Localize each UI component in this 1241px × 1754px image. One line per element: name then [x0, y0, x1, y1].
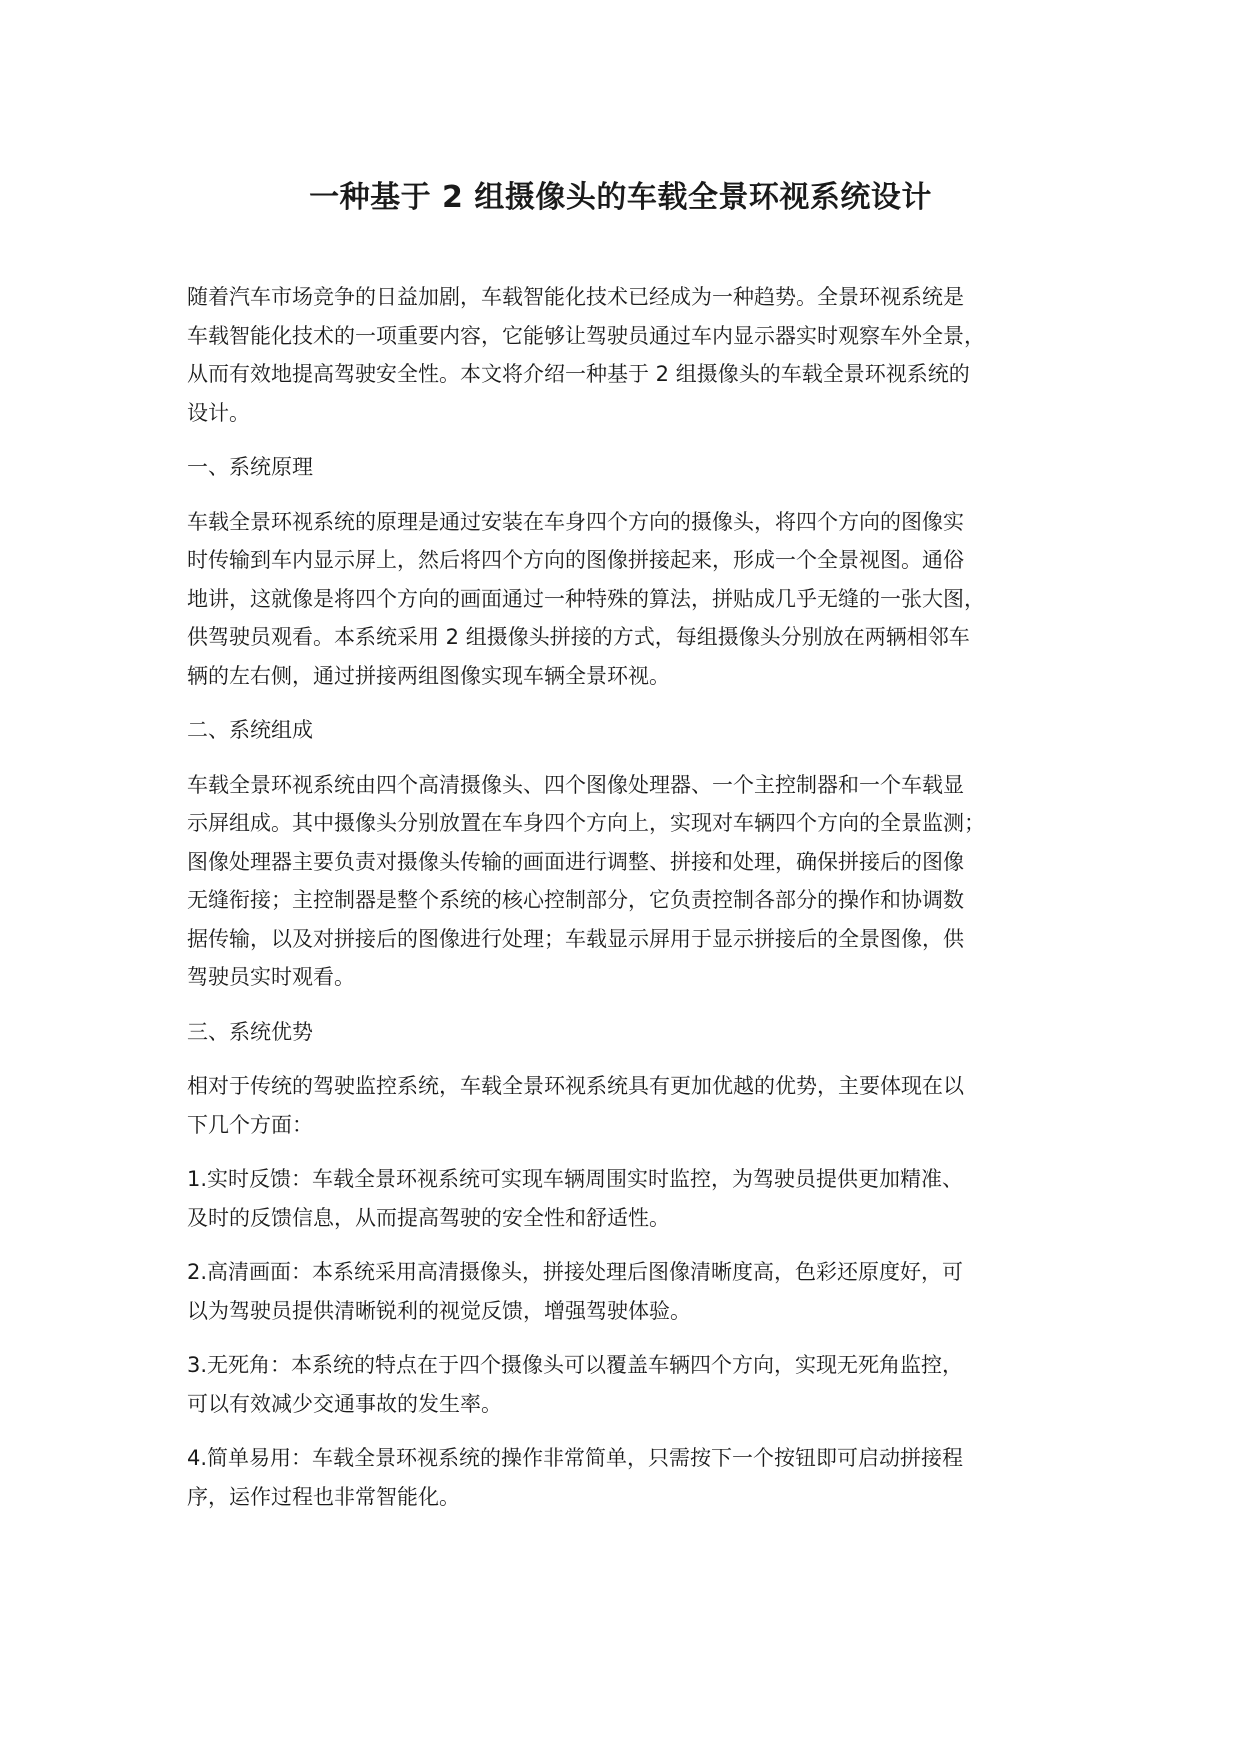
text-line: 随着汽车市场竞争的日益加剧，车载智能化技术已经成为一种趋势。全景环视系统是	[187, 285, 964, 309]
text-line: 供驾驶员观看。本系统采用 2 组摄像头拼接的方式，每组摄像头分别放在两辆相邻车	[187, 625, 970, 649]
section-heading	[187, 711, 1067, 750]
text-line: 从而有效地提高驾驶安全性。本文将介绍一种基于 2 组摄像头的车载全景环视系统的	[187, 362, 970, 386]
text-line: 图像处理器主要负责对摄像头传输的画面进行调整、拼接和处理，确保拼接后的图像	[187, 849, 964, 874]
text-line: 及时的反馈信息，从而提高驾驶的安全性和舒适性。	[187, 1205, 670, 1230]
text-line: 时传输到车内显示屏上，然后将四个方向的图像拼接起来，形成一个全景视图。通俗	[187, 548, 964, 572]
paragraph	[187, 278, 1067, 432]
text-line: 可以有效减少交通事故的发生率。	[187, 1391, 502, 1416]
paragraph	[187, 1067, 1067, 1144]
section-heading	[187, 1013, 1067, 1052]
text-line: 驾驶员实时观看。	[187, 965, 355, 989]
document-body	[187, 278, 1067, 1532]
text-line: 辆的左右侧，通过拼接两组图像实现车辆全景环视。	[187, 663, 670, 688]
paragraph	[187, 1439, 1067, 1516]
text-line: 设计。	[187, 400, 250, 425]
text-line: 4.简单易用：车载全景环视系统的操作非常简单，只需按下一个按钮即可启动拼接程	[187, 1446, 964, 1470]
document-title: 一种基于 2 组摄像头的车载全景环视系统设计	[309, 180, 932, 215]
text-line: 车载全景环视系统由四个高清摄像头、四个图像处理器、一个主控制器和一个车载显	[187, 772, 964, 797]
text-line: 二、系统组成	[187, 718, 313, 742]
text-line: 下几个方面：	[187, 1112, 313, 1137]
paragraph	[187, 766, 1067, 997]
section-heading	[187, 448, 1067, 487]
text-line: 示屏组成。其中摄像头分别放置在车身四个方向上，实现对车辆四个方向的全景监测；	[187, 811, 985, 835]
text-line: 三、系统优势	[187, 1019, 313, 1044]
text-line: 车载全景环视系统的原理是通过安装在车身四个方向的摄像头，将四个方向的图像实	[187, 509, 964, 534]
text-line: 一、系统原理	[187, 455, 313, 479]
text-line: 无缝衔接；主控制器是整个系统的核心控制部分，它负责控制各部分的操作和协调数	[187, 888, 964, 912]
paragraph	[187, 1253, 1067, 1330]
text-line: 1.实时反馈：车载全景环视系统可实现车辆周围实时监控，为驾驶员提供更加精准、	[187, 1167, 964, 1191]
text-line: 车载智能化技术的一项重要内容，它能够让驾驶员通过车内显示器实时观察车外全景，	[187, 323, 985, 348]
text-line: 据传输，以及对拼接后的图像进行处理；车载显示屏用于显示拼接后的全景图像，供	[187, 926, 964, 951]
text-line: 相对于传统的驾驶监控系统，车载全景环视系统具有更加优越的优势，主要体现在以	[187, 1074, 964, 1098]
text-line: 以为驾驶员提供清晰锐利的视觉反馈，增强驾驶体验。	[187, 1298, 691, 1323]
paragraph	[187, 1346, 1067, 1423]
paragraph	[187, 503, 1067, 696]
text-line: 地讲，这就像是将四个方向的画面通过一种特殊的算法，拼贴成几乎无缝的一张大图，	[187, 586, 985, 611]
text-line: 3.无死角：本系统的特点在于四个摄像头可以覆盖车辆四个方向，实现无死角监控，	[187, 1353, 964, 1377]
text-line: 2.高清画面：本系统采用高清摄像头，拼接处理后图像清晰度高，色彩还原度好，可	[187, 1260, 964, 1284]
text-line: 序，运作过程也非常智能化。	[187, 1484, 460, 1509]
paragraph	[187, 1160, 1067, 1237]
